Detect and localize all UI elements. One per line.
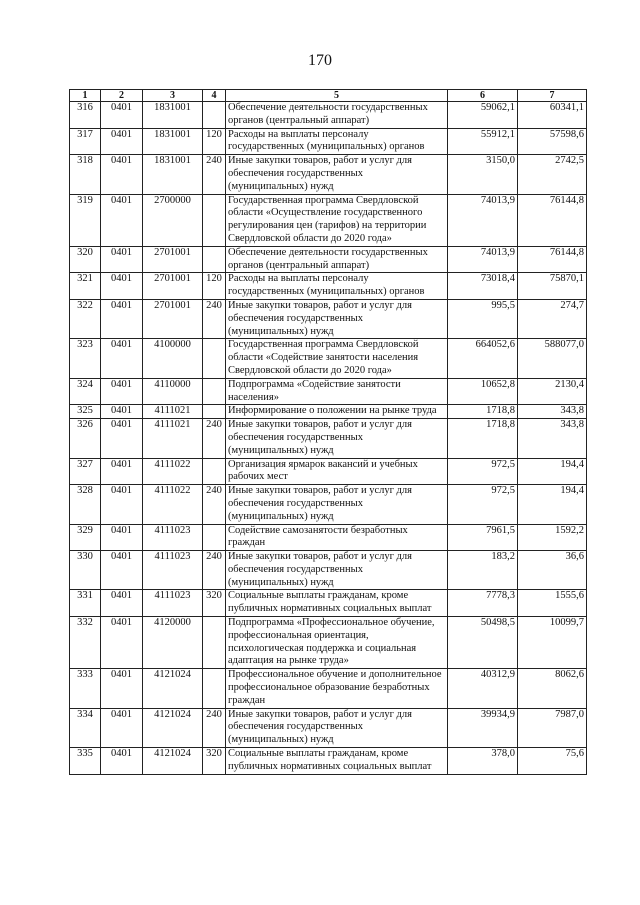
row-description: Иные закупки товаров, работ и услуг для обеспечения государственных (муниципальных) нужд (226, 155, 448, 194)
table-row (70, 155, 587, 194)
page-number: 170 (308, 52, 332, 69)
section-code: 0401 (101, 617, 143, 669)
expense-type-code (203, 194, 226, 246)
header-col-3: 3 (143, 90, 203, 102)
row-description: Иные закупки товаров, работ и услуг для обеспечения государственных (муниципальных) нужд (226, 551, 448, 590)
row-description: Обеспечение деятельности государственных органов (центральный аппарат) (226, 102, 448, 129)
section-code: 0401 (101, 378, 143, 405)
target-article-code: 4111021 (143, 419, 203, 458)
amount-col-6: 1718,8 (448, 405, 518, 419)
table-row (70, 405, 587, 419)
section-code: 0401 (101, 458, 143, 485)
row-number: 324 (70, 378, 101, 405)
row-description: Государственная программа Свердловской области «Осуществление государственного регулирования цен (тарифов) на территории Свердловской области до 2020 года» (226, 194, 448, 246)
row-number: 319 (70, 194, 101, 246)
row-description: Иные закупки товаров, работ и услуг для обеспечения государственных (муниципальных) нужд (226, 419, 448, 458)
target-article-code: 4120000 (143, 617, 203, 669)
row-number: 322 (70, 299, 101, 338)
section-code: 0401 (101, 748, 143, 775)
row-number: 330 (70, 551, 101, 590)
amount-col-7: 1592,2 (518, 524, 587, 551)
expense-type-code (203, 669, 226, 708)
amount-col-6: 378,0 (448, 748, 518, 775)
table-row (70, 128, 587, 155)
target-article-code: 4111022 (143, 485, 203, 524)
amount-col-6: 73018,4 (448, 273, 518, 300)
amount-col-6: 74013,9 (448, 194, 518, 246)
header-col-1: 1 (70, 90, 101, 102)
amount-col-6: 55912,1 (448, 128, 518, 155)
table-row (70, 708, 587, 747)
header-row (70, 90, 587, 102)
section-code: 0401 (101, 299, 143, 338)
section-code: 0401 (101, 339, 143, 378)
target-article-code: 4100000 (143, 339, 203, 378)
section-code: 0401 (101, 128, 143, 155)
row-description: Государственная программа Свердловской области «Содействие занятости населения Свердловской области до 2020 года» (226, 339, 448, 378)
expense-type-code: 240 (203, 708, 226, 747)
table-row (70, 246, 587, 273)
table-row (70, 524, 587, 551)
row-description: Информирование о положении на рынке труда (226, 405, 448, 419)
target-article-code: 2701001 (143, 273, 203, 300)
expense-type-code (203, 617, 226, 669)
budget-table (69, 89, 587, 775)
table-row (70, 339, 587, 378)
expense-type-code: 240 (203, 299, 226, 338)
row-number: 323 (70, 339, 101, 378)
row-number: 332 (70, 617, 101, 669)
row-number: 317 (70, 128, 101, 155)
header-col-7: 7 (518, 90, 587, 102)
table-row (70, 458, 587, 485)
amount-col-6: 7961,5 (448, 524, 518, 551)
row-number: 316 (70, 102, 101, 129)
row-description: Подпрограмма «Содействие занятости населения» (226, 378, 448, 405)
target-article-code: 4121024 (143, 708, 203, 747)
amount-col-6: 74013,9 (448, 246, 518, 273)
header-col-4: 4 (203, 90, 226, 102)
section-code: 0401 (101, 485, 143, 524)
expense-type-code: 240 (203, 155, 226, 194)
amount-col-7: 76144,8 (518, 246, 587, 273)
section-code: 0401 (101, 273, 143, 300)
target-article-code: 2701001 (143, 299, 203, 338)
target-article-code: 4111021 (143, 405, 203, 419)
amount-col-6: 7778,3 (448, 590, 518, 617)
section-code: 0401 (101, 405, 143, 419)
expense-type-code: 120 (203, 128, 226, 155)
expense-type-code (203, 458, 226, 485)
section-code: 0401 (101, 246, 143, 273)
row-number: 318 (70, 155, 101, 194)
section-code: 0401 (101, 102, 143, 129)
table-row (70, 669, 587, 708)
row-number: 325 (70, 405, 101, 419)
expense-type-code: 320 (203, 748, 226, 775)
row-description: Подпрограмма «Профессиональное обучение, профессиональная ориентация, психологическая поддержка и социальная адаптация на рынке труда» (226, 617, 448, 669)
amount-col-6: 50498,5 (448, 617, 518, 669)
row-description: Профессиональное обучение и дополнительное профессиональное образование безработных граждан (226, 669, 448, 708)
amount-col-7: 76144,8 (518, 194, 587, 246)
target-article-code: 4111023 (143, 551, 203, 590)
amount-col-7: 343,8 (518, 405, 587, 419)
row-number: 333 (70, 669, 101, 708)
row-number: 335 (70, 748, 101, 775)
amount-col-6: 10652,8 (448, 378, 518, 405)
row-description: Расходы на выплаты персоналу государственных (муниципальных) органов (226, 273, 448, 300)
amount-col-7: 60341,1 (518, 102, 587, 129)
target-article-code: 1831001 (143, 128, 203, 155)
expense-type-code (203, 102, 226, 129)
row-number: 321 (70, 273, 101, 300)
amount-col-7: 2130,4 (518, 378, 587, 405)
table-row (70, 378, 587, 405)
amount-col-7: 36,6 (518, 551, 587, 590)
row-description: Расходы на выплаты персоналу государственных (муниципальных) органов (226, 128, 448, 155)
expense-type-code: 320 (203, 590, 226, 617)
row-description: Обеспечение деятельности государственных органов (центральный аппарат) (226, 246, 448, 273)
amount-col-6: 39934,9 (448, 708, 518, 747)
table-row (70, 299, 587, 338)
target-article-code: 4111022 (143, 458, 203, 485)
section-code: 0401 (101, 590, 143, 617)
expense-type-code: 240 (203, 485, 226, 524)
table-row (70, 617, 587, 669)
amount-col-6: 40312,9 (448, 669, 518, 708)
row-number: 326 (70, 419, 101, 458)
target-article-code: 2701001 (143, 246, 203, 273)
row-description: Организация ярмарок вакансий и учебных рабочих мест (226, 458, 448, 485)
target-article-code: 4121024 (143, 669, 203, 708)
table-row (70, 194, 587, 246)
amount-col-6: 59062,1 (448, 102, 518, 129)
amount-col-7: 194,4 (518, 485, 587, 524)
amount-col-6: 183,2 (448, 551, 518, 590)
target-article-code: 4111023 (143, 590, 203, 617)
header-col-2: 2 (101, 90, 143, 102)
amount-col-6: 972,5 (448, 485, 518, 524)
amount-col-6: 664052,6 (448, 339, 518, 378)
amount-col-7: 8062,6 (518, 669, 587, 708)
amount-col-6: 972,5 (448, 458, 518, 485)
row-description: Иные закупки товаров, работ и услуг для обеспечения государственных (муниципальных) нужд (226, 708, 448, 747)
row-description: Содействие самозанятости безработных граждан (226, 524, 448, 551)
row-number: 329 (70, 524, 101, 551)
table-row (70, 102, 587, 129)
table-row (70, 590, 587, 617)
amount-col-7: 2742,5 (518, 155, 587, 194)
amount-col-6: 995,5 (448, 299, 518, 338)
section-code: 0401 (101, 419, 143, 458)
target-article-code: 1831001 (143, 155, 203, 194)
amount-col-7: 274,7 (518, 299, 587, 338)
target-article-code: 4111023 (143, 524, 203, 551)
target-article-code: 4121024 (143, 748, 203, 775)
expense-type-code: 240 (203, 419, 226, 458)
target-article-code: 4110000 (143, 378, 203, 405)
header-col-5: 5 (226, 90, 448, 102)
expense-type-code (203, 339, 226, 378)
expense-type-code (203, 405, 226, 419)
header-col-6: 6 (448, 90, 518, 102)
expense-type-code (203, 246, 226, 273)
section-code: 0401 (101, 669, 143, 708)
section-code: 0401 (101, 708, 143, 747)
section-code: 0401 (101, 155, 143, 194)
target-article-code: 1831001 (143, 102, 203, 129)
target-article-code: 2700000 (143, 194, 203, 246)
expense-type-code (203, 524, 226, 551)
amount-col-7: 57598,6 (518, 128, 587, 155)
expense-type-code (203, 378, 226, 405)
expense-type-code: 240 (203, 551, 226, 590)
row-description: Социальные выплаты гражданам, кроме публичных нормативных социальных выплат (226, 590, 448, 617)
section-code: 0401 (101, 551, 143, 590)
row-number: 320 (70, 246, 101, 273)
amount-col-7: 75,6 (518, 748, 587, 775)
amount-col-7: 343,8 (518, 419, 587, 458)
section-code: 0401 (101, 194, 143, 246)
amount-col-7: 75870,1 (518, 273, 587, 300)
amount-col-6: 1718,8 (448, 419, 518, 458)
table-row (70, 748, 587, 775)
amount-col-7: 194,4 (518, 458, 587, 485)
row-description: Социальные выплаты гражданам, кроме публичных нормативных социальных выплат (226, 748, 448, 775)
table-row (70, 551, 587, 590)
amount-col-7: 588077,0 (518, 339, 587, 378)
table-row (70, 485, 587, 524)
amount-col-6: 3150,0 (448, 155, 518, 194)
row-number: 328 (70, 485, 101, 524)
amount-col-7: 7987,0 (518, 708, 587, 747)
table-row (70, 273, 587, 300)
row-number: 331 (70, 590, 101, 617)
section-code: 0401 (101, 524, 143, 551)
row-description: Иные закупки товаров, работ и услуг для обеспечения государственных (муниципальных) нужд (226, 485, 448, 524)
amount-col-7: 10099,7 (518, 617, 587, 669)
expense-type-code: 120 (203, 273, 226, 300)
row-description: Иные закупки товаров, работ и услуг для обеспечения государственных (муниципальных) нужд (226, 299, 448, 338)
amount-col-7: 1555,6 (518, 590, 587, 617)
table-row (70, 419, 587, 458)
row-number: 327 (70, 458, 101, 485)
row-number: 334 (70, 708, 101, 747)
